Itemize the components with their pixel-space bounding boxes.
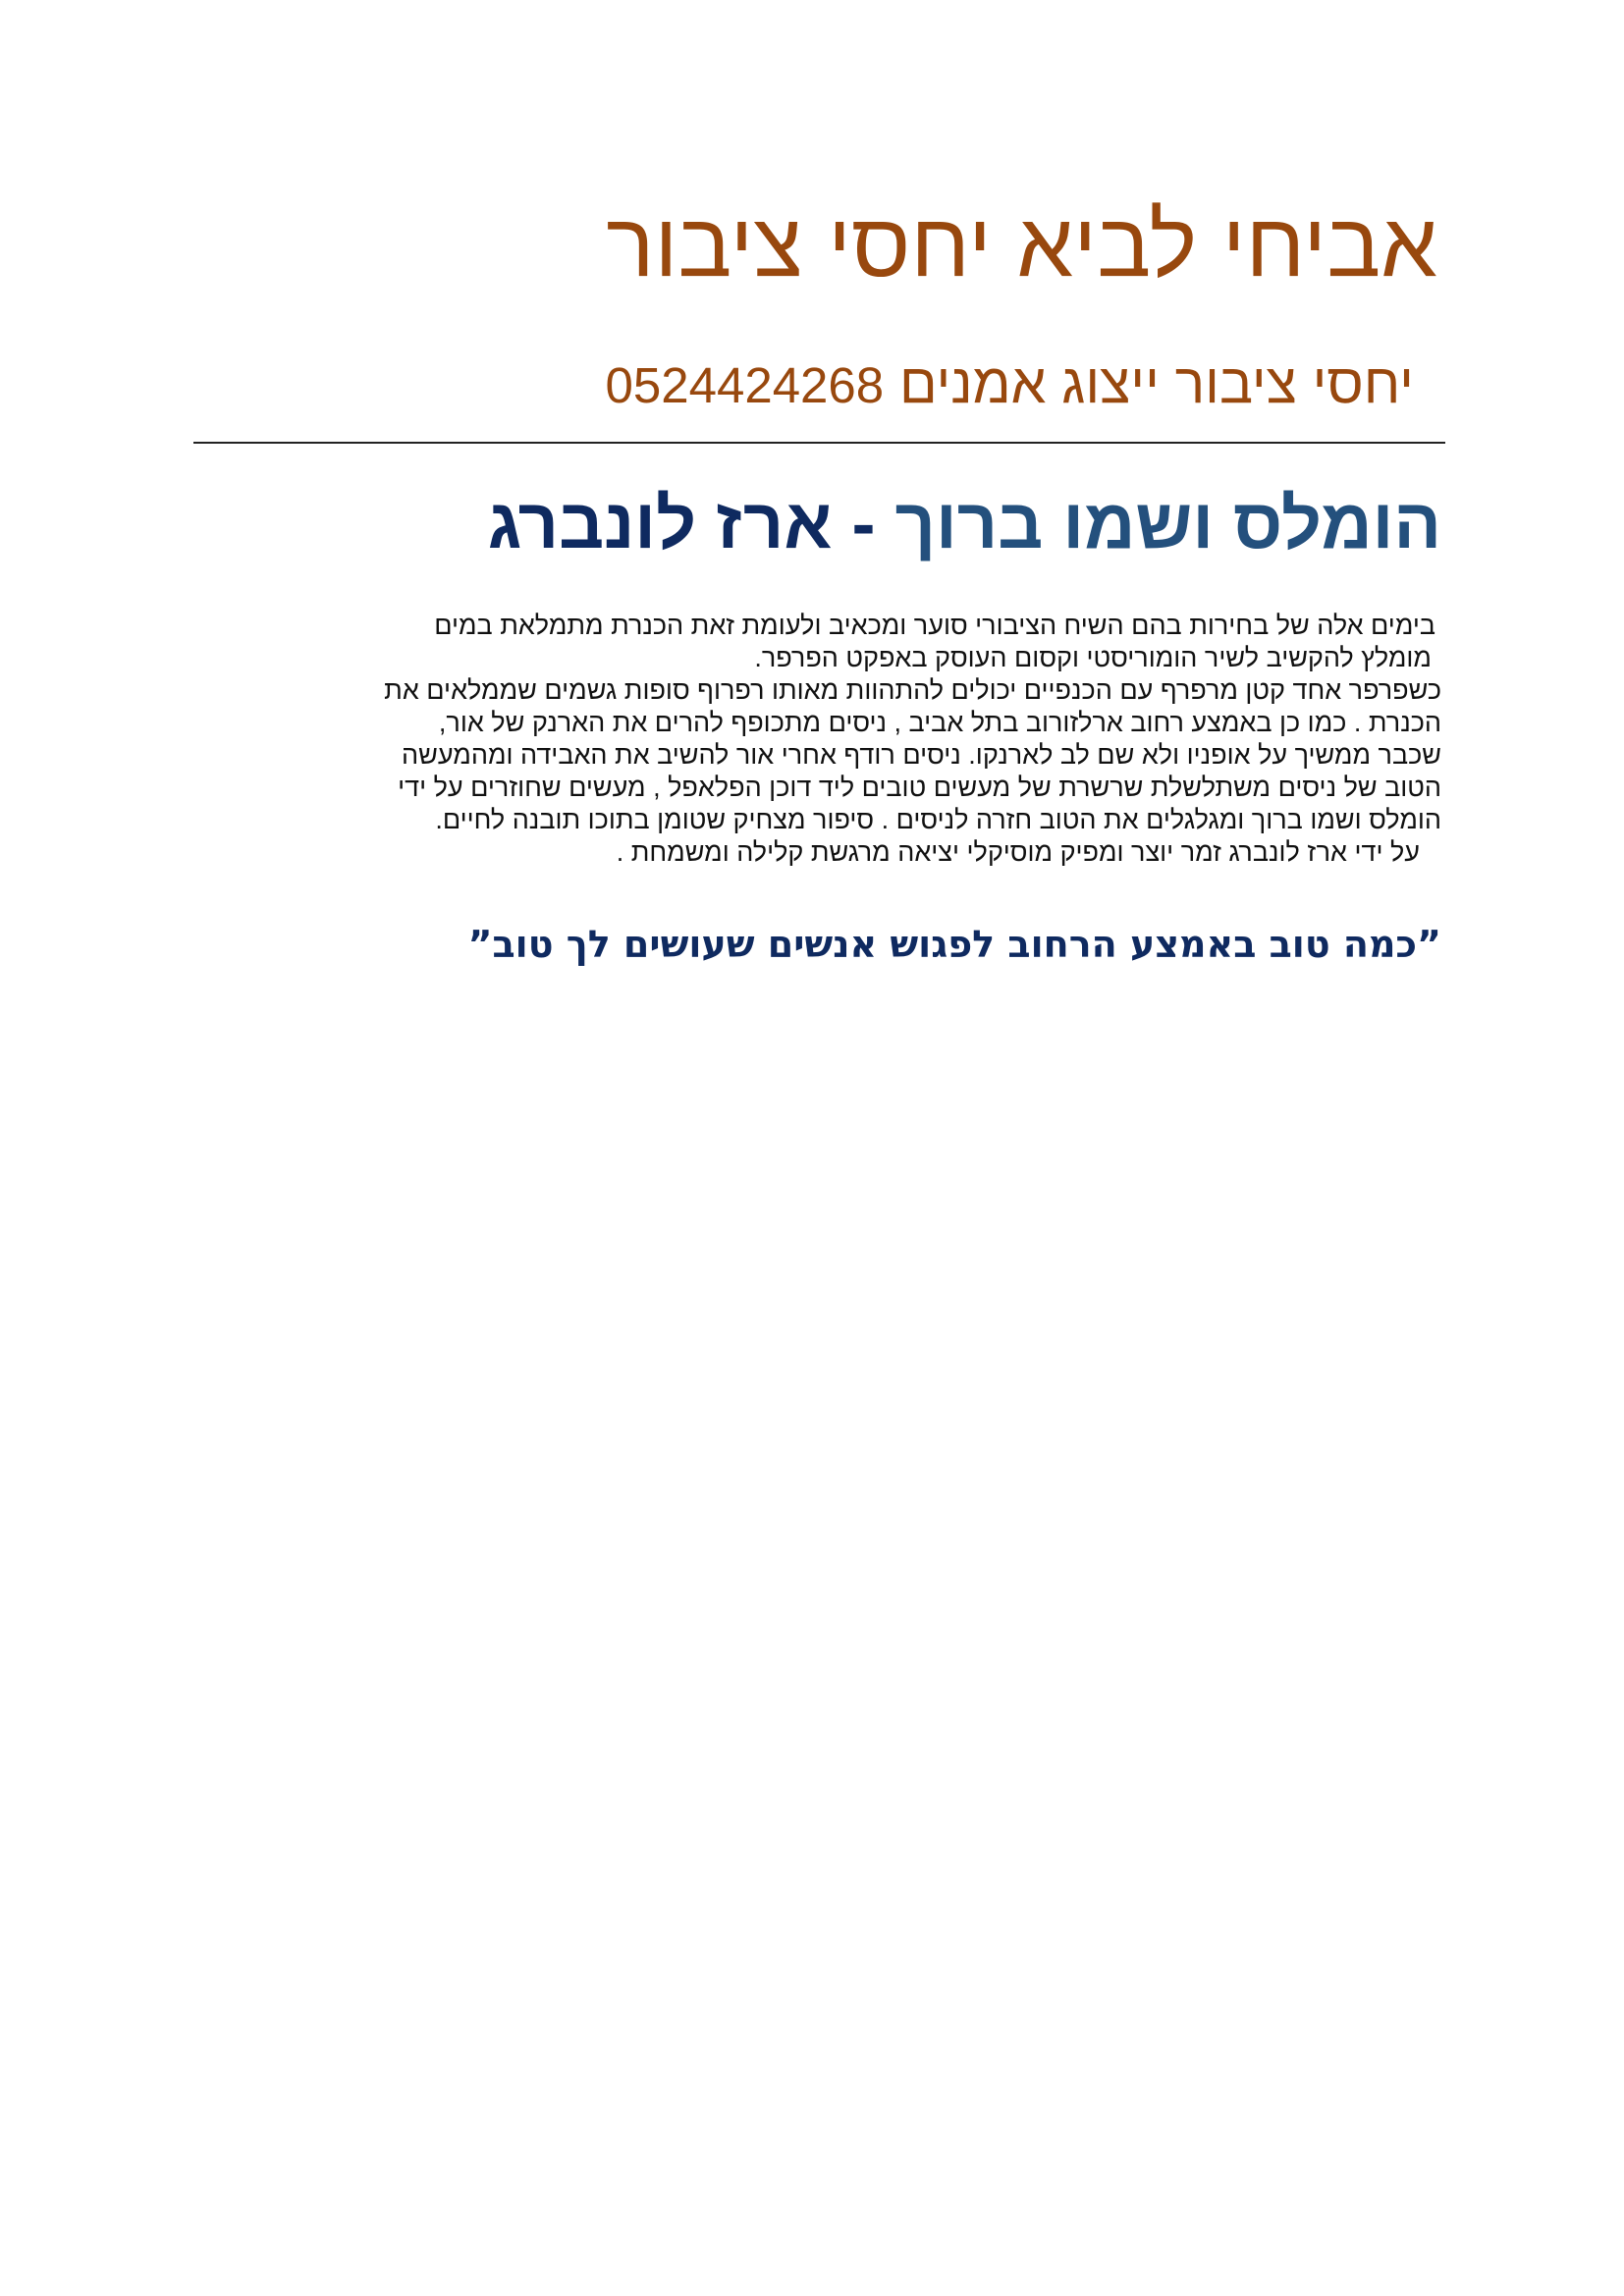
body-line: כשפרפר אחד קטן מרפרף עם הכנפיים יכולים להתהוות מאותו רפרוף סופות גשמים שממלאים את [384,675,1441,705]
body-line: הטוב של ניסים משתלשלת שרשרת של מעשים טובים ליד דוכן הפלאפל , מעשים שחוזרים על ידי [398,773,1441,802]
services-label: יחסי ציבור ייצוג אמנים [899,352,1414,415]
body-line: על ידי ארז לונברג זמר יוצר ומפיק מוסיקלי יציאה מרגשת קלילה ומשמחת . [616,837,1420,867]
body-paragraph [175,610,1441,869]
org-title: אביחי לביא יחסי ציבור [606,195,1437,295]
phone-number: 0524424268 [605,357,885,413]
horizontal-rule [193,442,1445,444]
headline-artist: ארז לונברג [487,485,833,563]
body-line: הומלס ושמו ברוך ומגלגלים את הטוב חזרה לניסים . סיפור מצחיק שטומן בתוכו תובנה לחיים. [435,805,1441,834]
body-line: הכנרת . כמו כן באמצע רחוב ארלזורוב בתל אביב , ניסים מתכופף להרים את הארנק של אור, [438,708,1441,737]
body-line: מומלץ להקשיב לשיר הומוריסטי וקסום העוסק באפקט הפרפר. [754,643,1432,672]
pull-quote: ”כמה טוב באמצע הרחוב לפגוש אנשים שעושים לך טוב” [467,923,1441,966]
body-line: שכבר ממשיך על אופניו ולא שם לב לארנקו. ניסים רודף אחרי אור להשיב את האבידה ומהמעשה [402,740,1441,770]
body-line: בימים אלה של בחירות בהם השיח הציבורי סוער ומכאיב ולעומת זאת הכנרת מתמלאת במים [434,611,1435,640]
subtitle [606,349,1414,420]
headline [488,481,1441,567]
headline-show-name: הומלס ושמו ברוך [894,485,1441,563]
headline-separator: - [851,485,876,563]
